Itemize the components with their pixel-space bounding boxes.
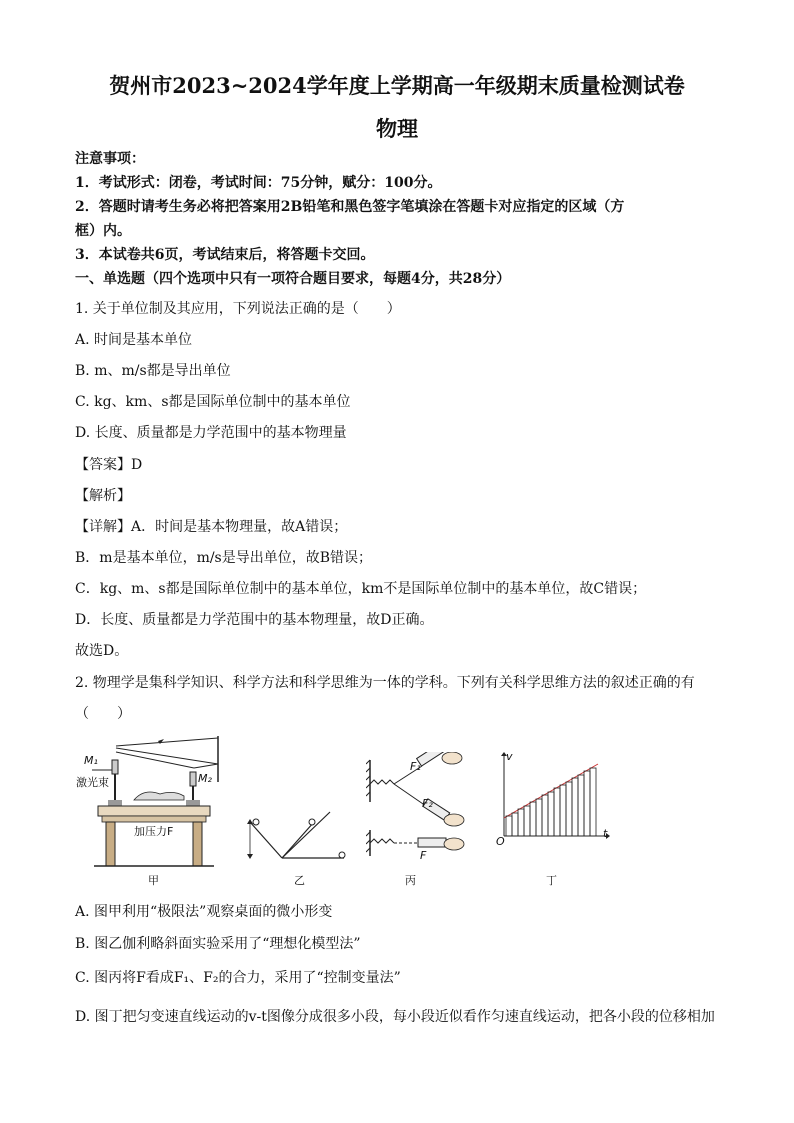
exam-title: 贺州市2023~2024学年度上学期高一年级期末质量检测试卷	[109, 73, 685, 98]
caption-ding: 丁	[546, 874, 557, 887]
label-m1: M₁	[84, 754, 98, 767]
label-m2: M₂	[198, 772, 212, 785]
figure-yi	[244, 810, 360, 870]
q1-answer	[75, 456, 142, 474]
q2-option-a: A. 图甲利用“极限法”观察桌面的微小形变	[75, 904, 333, 920]
answer-value: D	[131, 457, 143, 473]
axis-t-label: t	[603, 827, 608, 840]
q1-detail-line: 【详解】A．时间是基本物理量，故A错误；	[75, 519, 348, 535]
q1-detail-line: 故选D。	[75, 643, 129, 659]
label-laser: 激光束	[76, 776, 109, 789]
q2-option-d: D. 图丁把匀变速直线运动的v-t图像分成很多小段，每小段近似看作匀速直线运动，把各小段的位移相加	[75, 1009, 715, 1025]
q1-detail-line: D．长度、质量都是力学范围中的基本物理量，故D正确。	[75, 612, 434, 628]
notice-item: 2．答题时请考生务必将把答案用2B铅笔和黑色签字笔填涂在答题卡对应指定的区域（方	[75, 199, 625, 215]
q1-option-b: B. m、m/s都是导出单位	[75, 363, 231, 379]
figure-ding	[494, 752, 610, 842]
q2-option-c: C. 图丙将F看成F₁、F₂的合力，采用了“控制变量法”	[75, 970, 401, 986]
caption-yi: 乙	[294, 874, 305, 887]
axis-origin-label: O	[496, 835, 505, 848]
subject-title: 物理	[376, 116, 418, 141]
caption-jia: 甲	[148, 874, 159, 887]
caption-bing: 丙	[405, 874, 416, 887]
question-2-stem-cont: （ ）	[75, 706, 131, 722]
answer-label: 【答案】	[75, 457, 131, 473]
notice-item: 3．本试卷共6页，考试结束后，将答题卡交回。	[75, 247, 375, 263]
analysis-label: 【解析】	[75, 488, 131, 504]
question-2-stem: 2. 物理学是集科学知识、科学方法和科学思维为一体的学科。下列有关科学思维方法的叙述正确的有	[75, 675, 695, 691]
label-press: 加压力F	[134, 825, 174, 838]
question-1-stem: 1. 关于单位制及其应用，下列说法正确的是（ ）	[75, 301, 401, 317]
q2-option-b: B. 图乙伽利略斜面实验采用了“理想化模型法”	[75, 936, 361, 952]
q1-option-d: D. 长度、质量都是力学范围中的基本物理量	[75, 425, 347, 441]
q1-detail-line: C．kg、m、s都是国际单位制中的基本单位，km不是国际单位制中的基本单位，故C错误；	[75, 581, 647, 597]
label-f2: F₂	[422, 797, 433, 810]
q1-option-c: C. kg、km、s都是国际单位制中的基本单位	[75, 394, 351, 410]
q1-detail-line: B．m是基本单位，m/s是导出单位，故B错误；	[75, 550, 373, 566]
notice-item: 1．考试形式：闭卷，考试时间：75分钟，赋分：100分。	[75, 175, 442, 191]
notice-item: 框）内。	[75, 223, 131, 239]
label-f1: F₁	[410, 760, 421, 773]
axis-v-label: v	[506, 750, 513, 763]
q1-option-a: A. 时间是基本单位	[75, 332, 193, 348]
section-heading: 一、单选题（四个选项中只有一项符合题目要求，每题4分，共28分）	[75, 271, 511, 287]
notice-heading: 注意事项：	[75, 151, 145, 167]
label-f: F	[420, 849, 427, 862]
